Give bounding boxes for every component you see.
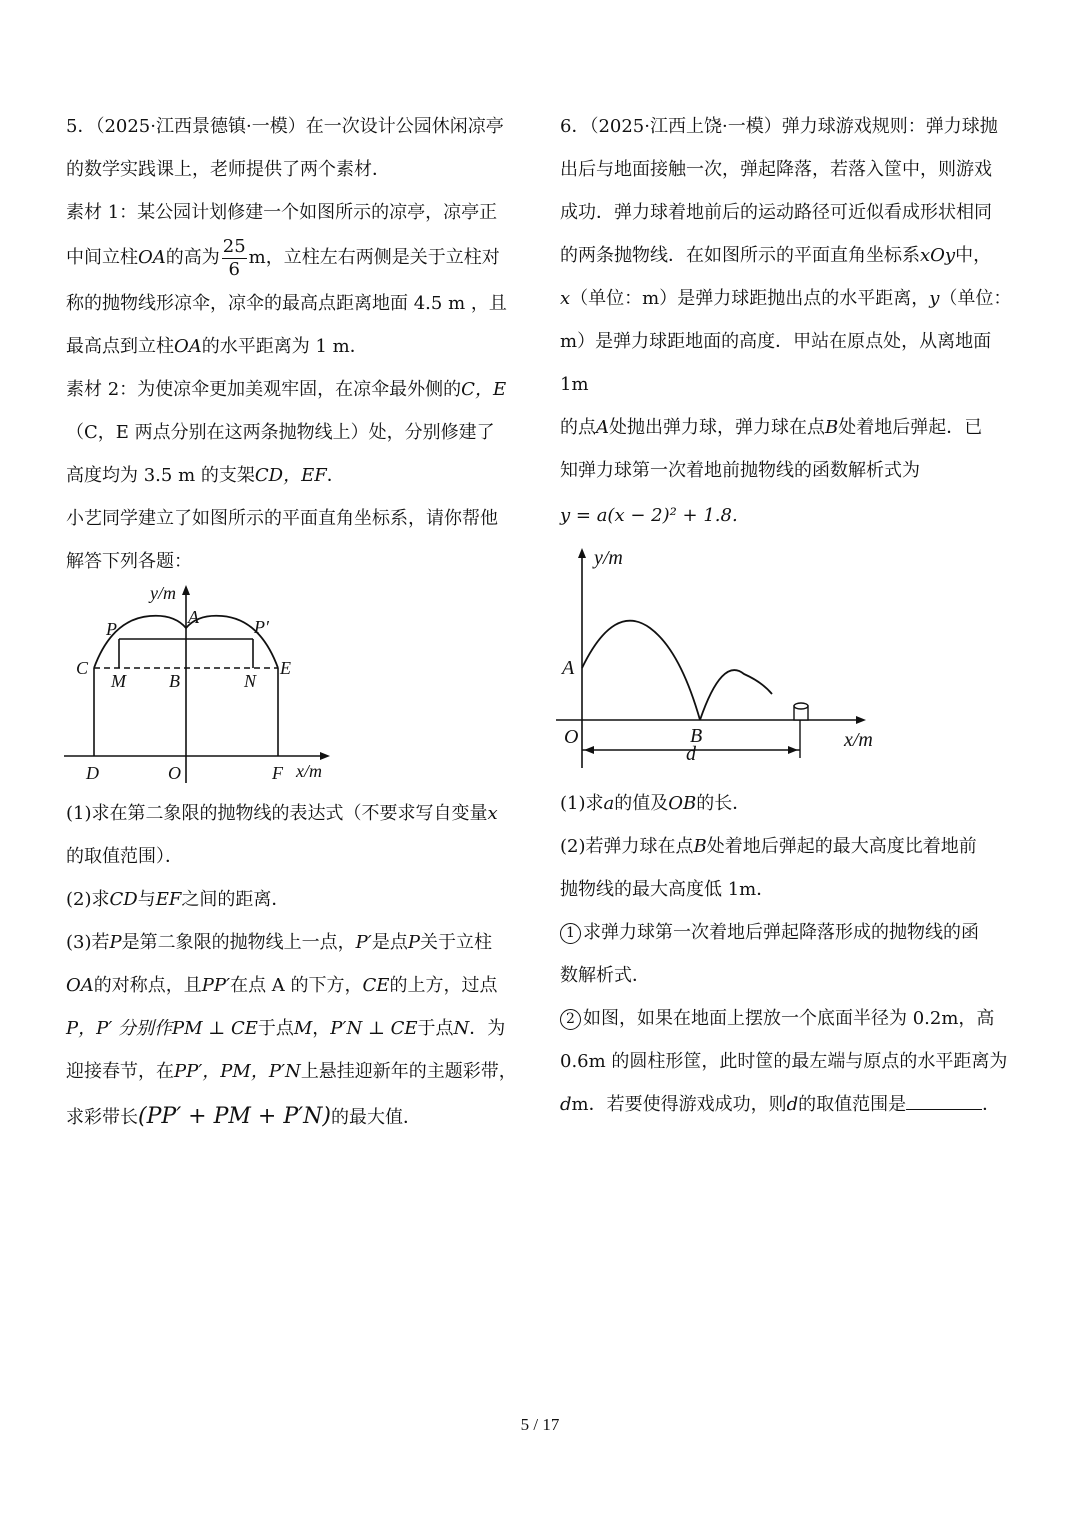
label-M: M	[111, 671, 126, 691]
q6-header-line4: 的两条抛物线．在如图所示的平面直角坐标系xOy中，	[560, 245, 992, 266]
label-A: A	[562, 657, 575, 679]
label-B: B	[169, 671, 180, 691]
question-5	[66, 105, 528, 1142]
q5-part2: (2)求CD与EF之间的距离．	[66, 889, 290, 910]
basket-top	[794, 703, 808, 709]
q5-material1-line3: 称的抛物线形凉伞，凉伞的最高点距离地面 4.5 m ，且	[66, 293, 507, 314]
q5-part3: (3)若P是第二象限的抛物线上一点，P′是点P关于立柱	[66, 932, 492, 953]
q5-part3-line3: P，P′ 分别作PM ⊥ CE于点M，P′N ⊥ CE于点N．为	[66, 1018, 506, 1039]
q6-header-line5: x（单位：m）是弹力球距抛出点的水平距离，y（单位：	[560, 288, 1012, 309]
q6-part2-sub2-line3: dm．若要使得游戏成功，则d的取值范围是 ．	[560, 1083, 1022, 1126]
question-6	[560, 105, 1022, 1126]
label-A: A	[188, 607, 199, 627]
x-axis-arrow	[320, 752, 330, 760]
label-ylabel: y/m	[150, 583, 176, 603]
fraction-25-6: $\frac{25}{6}$	[222, 235, 246, 280]
q6-header-line3: 成功．弹力球着地前后的运动路径可近似看成形状相同	[560, 202, 992, 223]
label-O: O	[168, 763, 181, 783]
q5-part3-line2: OA的对称点，且PP′在点 A 的下方，CE的上方，过点	[66, 975, 498, 996]
q5-figure-pavilion	[62, 583, 362, 788]
label-xlabel: x/m	[844, 729, 873, 751]
second-parabola	[700, 670, 772, 720]
q5-material1-line4: 最高点到立柱OA的水平距离为 1 m．	[66, 336, 368, 357]
label-O: O	[564, 726, 579, 748]
label-N: N	[244, 671, 257, 691]
q5-instruction-line2: 解答下列各题：	[66, 551, 192, 572]
label-F: F	[272, 763, 283, 783]
q6-part2-line2: 抛物线的最大高度低 1m．	[560, 879, 775, 900]
q5-instruction: 小艺同学建立了如图所示的平面直角坐标系，请你帮他	[66, 508, 498, 529]
label-B: B	[690, 725, 703, 747]
q5-header: 5．（2025·江西景德镇·一模）在一次设计公园休闲凉亭	[66, 116, 504, 137]
q5-material2-line3: 高度均为 3.5 m 的支架CD，EF．	[66, 465, 345, 486]
q5-material2-line2: （C，E 两点分别在这两条抛物线上）处，分别修建了	[66, 422, 495, 443]
y-axis-arrow	[578, 548, 586, 558]
label-ylabel: y/m	[594, 547, 623, 569]
q6-header-line7: 的点A处抛出弹力球，弹力球在点B处着地后弹起．已	[560, 417, 983, 438]
q5-part1: (1)求在第二象限的抛物线的表达式（不要求写自变量x	[66, 803, 498, 824]
q5-material1-line2: 中间立柱OA的高为 $\frac{25}{6}$ m，立柱左右两侧是关于立柱对	[66, 235, 500, 280]
label-D: D	[86, 763, 99, 783]
first-parabola	[582, 621, 700, 720]
label-P: P	[106, 619, 117, 639]
label-C: C	[76, 658, 89, 678]
q6-header-line6: m）是弹力球距地面的高度．甲站在原点处，从离地面 1m	[560, 331, 992, 395]
q5-part3-line5: 求彩带长(PP′ + PM + P′N)的最大值．	[66, 1104, 421, 1129]
q6-header-line2: 出后与地面接触一次，弹起降落，若落入筐中，则游戏	[560, 159, 992, 180]
label-E: E	[280, 658, 291, 678]
y-axis-arrow	[182, 585, 190, 595]
q5-part1-line2: 的取值范围）．	[66, 846, 183, 867]
label-d: d	[686, 743, 696, 765]
q6-part1: (1)求a的值及OB的长．	[560, 793, 751, 814]
q5-header-line2: 的数学实践课上，老师提供了两个素材．	[66, 159, 390, 180]
label-xlabel: x/m	[296, 761, 322, 781]
page-number: 5 / 17	[520, 1415, 560, 1434]
d-arrow-left	[584, 746, 594, 754]
q6-part2-sub2-line2: 0.6m 的圆柱形筐，此时筐的最左端与原点的水平距离为	[560, 1051, 1008, 1072]
x-axis-arrow	[856, 716, 866, 724]
q5-material2: 素材 2：为使凉伞更加美观牢固，在凉伞最外侧的C，E	[66, 379, 507, 400]
q6-header: 6．（2025·江西上饶·一模）弹力球游戏规则：弹力球抛	[560, 116, 998, 137]
q6-part2-sub1-line2: 数解析式．	[560, 965, 650, 986]
q6-part2: (2)若弹力球在点B处着地后弹起的最大高度比着地前	[560, 836, 977, 857]
answer-blank[interactable]	[906, 1091, 982, 1110]
q6-part2-sub1: 1 求弹力球第一次着地后弹起降落形成的抛物线的函	[560, 911, 1022, 954]
label-Pprime: P′	[254, 617, 269, 637]
q6-formula: y = a(x − 2)² + 1.8.	[560, 505, 738, 526]
q6-figure-bouncing-ball	[554, 546, 894, 778]
circled-number-2: 2	[560, 1009, 581, 1030]
q5-material1: 素材 1：某公园计划修建一个如图所示的凉亭，凉亭正	[66, 202, 498, 223]
q6-header-line8: 知弹力球第一次着地前抛物线的函数解析式为	[560, 460, 920, 481]
circled-number-1: 1	[560, 923, 581, 944]
q5-part3-line4: 迎接春节，在PP′，PM，P′N上悬挂迎新年的主题彩带，	[66, 1061, 517, 1082]
d-arrow-right	[788, 746, 798, 754]
q6-part2-sub2: 2 如图，如果在地面上摆放一个底面半径为 0.2m，高	[560, 997, 1022, 1040]
